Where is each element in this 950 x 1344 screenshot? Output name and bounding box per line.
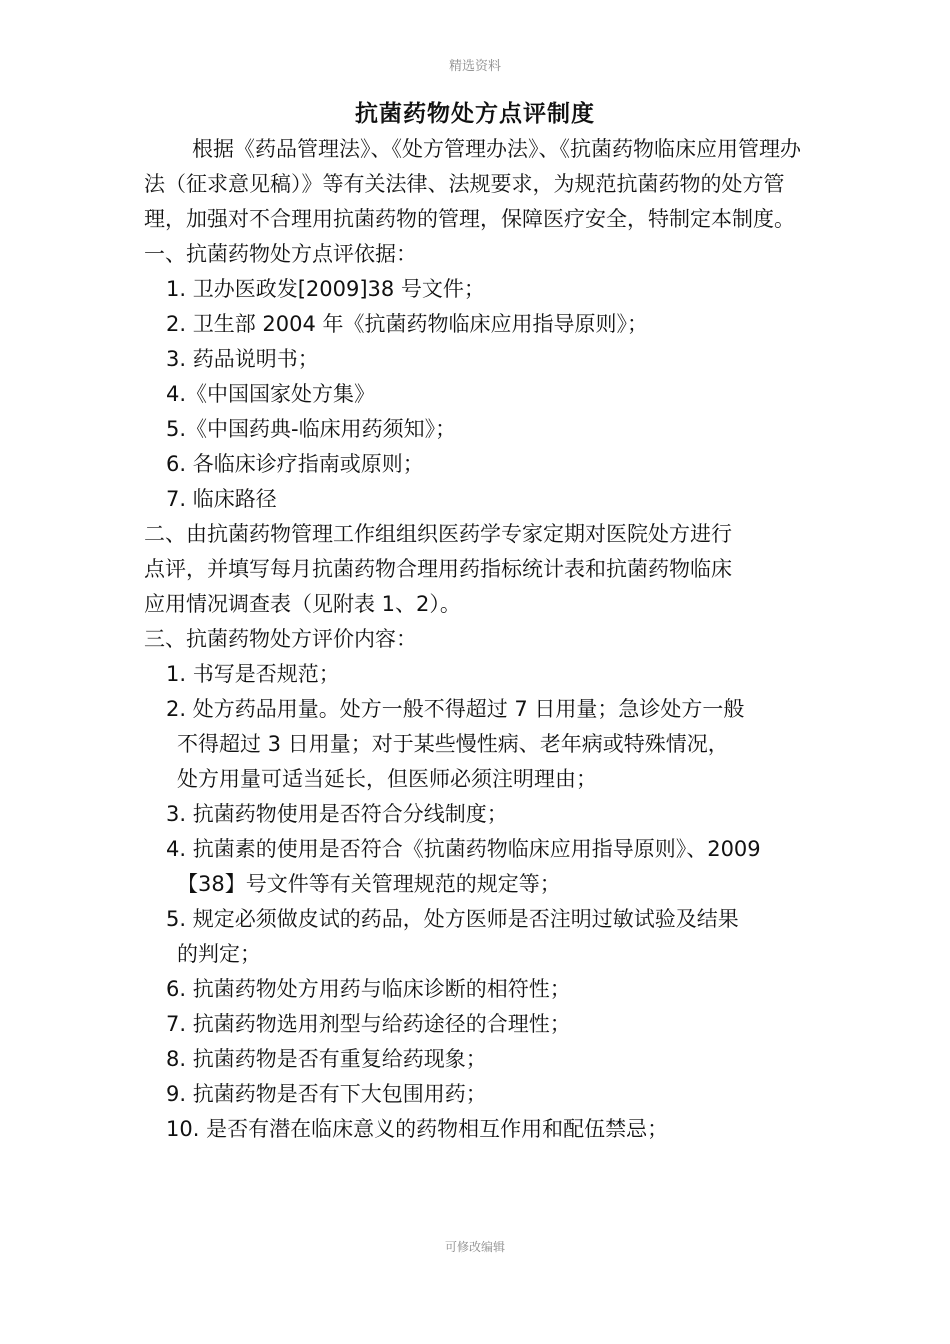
header-note: 精选资料	[448, 59, 501, 74]
section3-item-7: 7. 抗菌药物选用剂型与给药途径的合理性；	[166, 1012, 571, 1036]
section3-item-2-line: 不得超过 3 日用量；对于某些慢性病、老年病或特殊情况，	[177, 732, 729, 756]
section1-item: 6. 各临床诊疗指南或原则；	[166, 452, 424, 476]
intro-paragraph: 根据《药品管理法》、《处方管理办法》、《抗菌药物临床应用管理办法（征求意见稿）》等有关法律、法规要求，为规范抗菌药物的处方管理，加强对不合理用抗菌药物的管理，保障医疗安全，特制定本制度。	[144, 137, 801, 231]
section3-item-2	[144, 692, 820, 797]
section3-item-2-line: 处方用量可适当延长，但医师必须注明理由；	[177, 767, 597, 791]
section2-paragraph	[144, 517, 820, 622]
section3-item-5-line: 5. 规定必须做皮试的药品，处方医师是否注明过敏试验及结果	[166, 907, 739, 931]
section1-item: 2. 卫生部 2004 年《抗菌药物临床应用指导原则》；	[166, 312, 649, 336]
section3-item-1: 1. 书写是否规范；	[166, 662, 340, 686]
section3-item-6: 6. 抗菌药物处方用药与临床诊断的相符性；	[166, 977, 571, 1001]
document-title: 抗菌药物处方点评制度	[355, 101, 595, 127]
section1-heading: 一、抗菌药物处方点评依据：	[144, 242, 417, 266]
section3-item-9: 9. 抗菌药物是否有下大包围用药；	[166, 1082, 487, 1106]
section3-item-5-line: 的判定；	[177, 942, 261, 966]
section1-item: 5.《中国药典-临床用药须知》；	[166, 417, 457, 441]
section1-item: 7. 临床路径	[166, 487, 277, 511]
document-body	[144, 132, 820, 1147]
section3-item-4-line: 【38】号文件等有关管理规范的规定等；	[177, 872, 561, 896]
section1-item: 4.《中国国家处方集》	[166, 382, 376, 406]
section3-item-5	[144, 902, 820, 972]
section3-item-10: 10. 是否有潜在临床意义的药物相互作用和配伍禁忌；	[166, 1117, 669, 1141]
footer-note: 可修改编辑	[444, 1240, 505, 1254]
section3-item-4-line: 4. 抗菌素的使用是否符合《抗菌药物临床应用指导原则》、2009	[166, 837, 761, 861]
section1-item: 1. 卫办医政发[2009]38 号文件；	[166, 277, 485, 301]
section3-heading: 三、抗菌药物处方评价内容：	[144, 627, 417, 651]
section3-item-2-line: 2. 处方药品用量。处方一般不得超过 7 日用量；急诊处方一般	[166, 697, 745, 721]
section3-item-3: 3. 抗菌药物使用是否符合分线制度；	[166, 802, 508, 826]
section2-line: 应用情况调查表（见附表 1、2）。	[144, 592, 461, 616]
section1-item: 3. 药品说明书；	[166, 347, 319, 371]
section3-item-8: 8. 抗菌药物是否有重复给药现象；	[166, 1047, 487, 1071]
section2-line: 二、由抗菌药物管理工作组组织医药学专家定期对医院处方进行	[144, 522, 732, 546]
section3-item-4	[144, 832, 820, 902]
section2-line: 点评，并填写每月抗菌药物合理用药指标统计表和抗菌药物临床	[144, 557, 732, 581]
